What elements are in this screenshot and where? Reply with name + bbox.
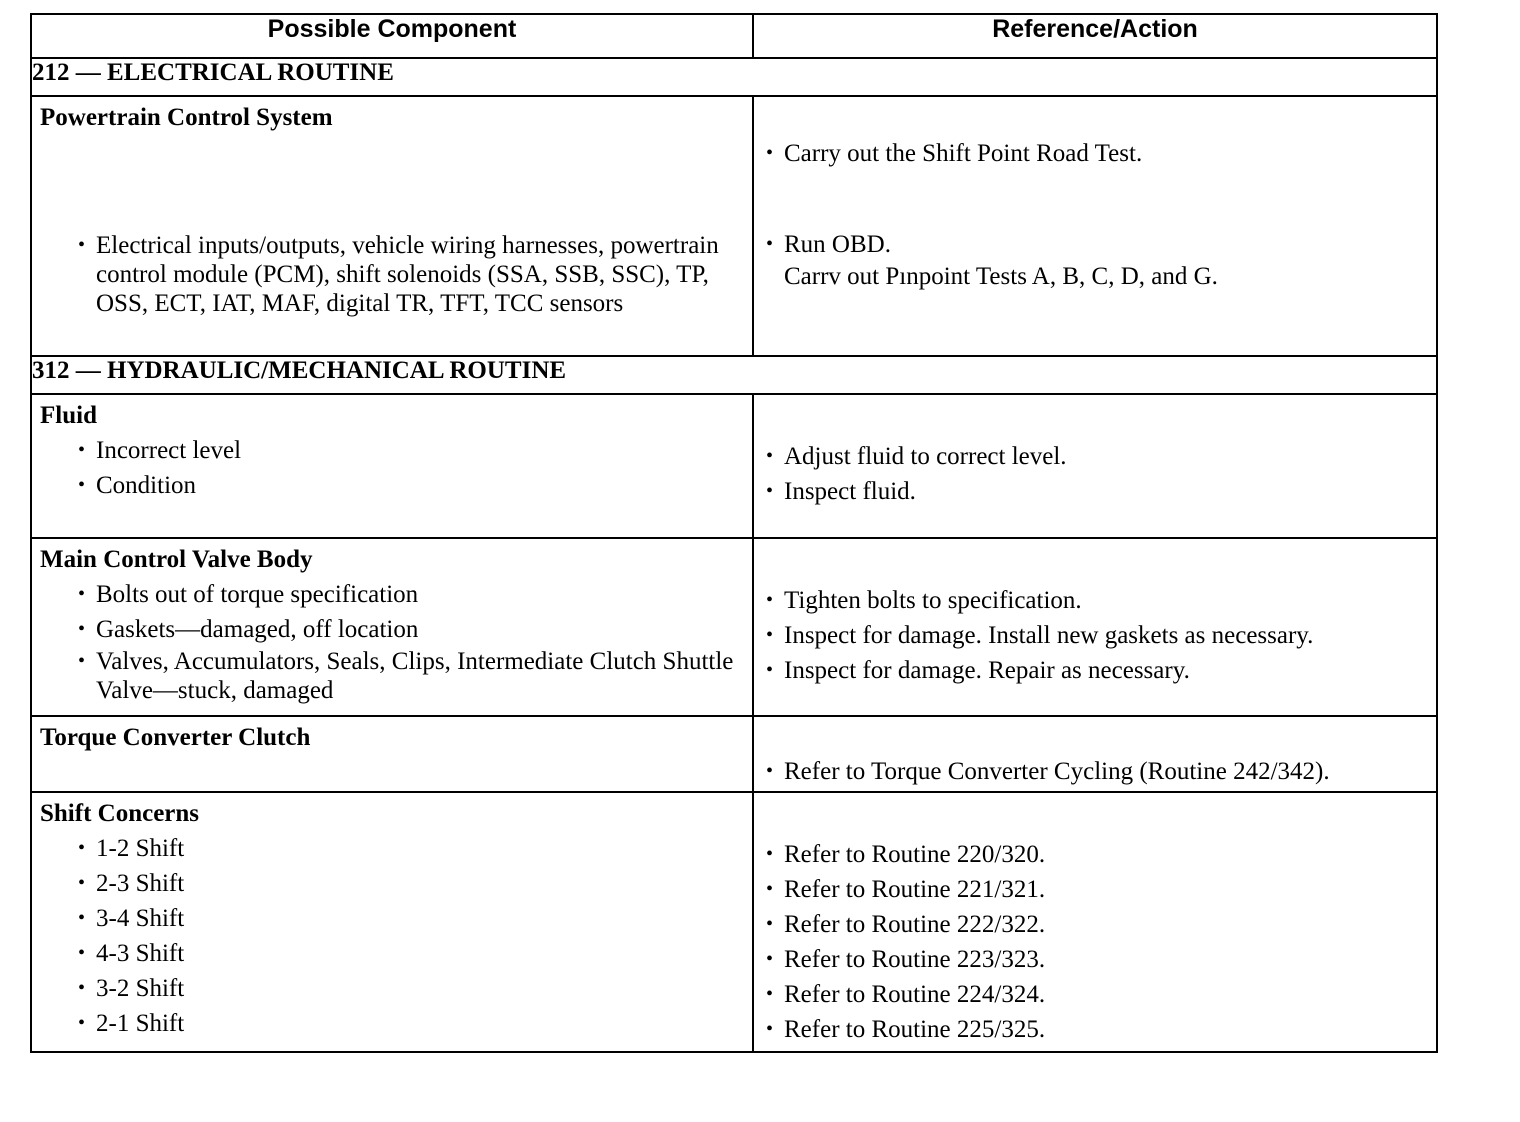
component-item: • 2-3 Shift: [78, 866, 744, 901]
action-item: • Inspect for damage. Install new gaskets as necessary.: [766, 618, 1428, 653]
component-item: • Bolts out of torque specification: [78, 577, 744, 612]
action-item: • Tighten bolts to specification.: [766, 583, 1428, 618]
group-heading-fluid: Fluid: [40, 402, 97, 429]
component-cell: [31, 96, 753, 356]
component-item: • Gaskets—damaged, off location: [78, 612, 744, 647]
component-item: • Electrical inputs/outputs, vehicle wiring harnesses, powertrain control module (PCM), shift solenoids (SSA, SSB, SSC), TP, OSS, ECT, IAT, MAF, digital TR, TFT, TCC sensors: [78, 231, 724, 318]
action-item: • Refer to Routine 222/322.: [766, 907, 1428, 942]
component-item: • 2-1 Shift: [78, 1006, 744, 1041]
action-cell: [753, 716, 1437, 792]
action-item: • Carry out the Shift Point Road Test.: [766, 139, 1428, 168]
action-cell: [753, 792, 1437, 1052]
action-item: • Refer to Routine 225/325.: [766, 1012, 1428, 1047]
component-item: • 1-2 Shift: [78, 831, 744, 866]
group-heading-torque-converter: Torque Converter Clutch: [40, 724, 311, 751]
header-possible-component: Possible Component: [31, 14, 753, 58]
table-row: [31, 96, 1437, 356]
table-row: [31, 394, 1437, 538]
action-item: • Refer to Routine 220/320.: [766, 837, 1428, 872]
diagnostic-routine-table: [30, 13, 1438, 1053]
component-item: • 3-2 Shift: [78, 971, 744, 1006]
group-heading-powertrain: Powertrain Control System: [40, 104, 333, 131]
action-item: • Refer to Routine 221/321.: [766, 872, 1428, 907]
section-title-hydraulic: 312 — HYDRAULIC/MECHANICAL ROUTINE: [31, 356, 1437, 394]
table-row: [31, 538, 1437, 716]
group-heading-shift-concerns: Shift Concerns: [40, 800, 200, 827]
header-reference-action: Reference/Action: [753, 14, 1437, 58]
table-row: [31, 792, 1437, 1052]
action-item: • Refer to Routine 224/324.: [766, 977, 1428, 1012]
action-item: • Refer to Torque Converter Cycling (Routine 242/342).: [766, 757, 1428, 786]
group-heading-valve-body: Main Control Valve Body: [40, 546, 313, 573]
component-item: • Valves, Accumulators, Seals, Clips, Intermediate Clutch Shuttle Valve—stuck, damaged: [78, 647, 740, 705]
table-row: [31, 716, 1437, 792]
component-cell: [31, 538, 753, 716]
component-item: • 3-4 Shift: [78, 901, 744, 936]
section-row: [31, 356, 1437, 394]
component-item: • Condition: [78, 468, 744, 503]
action-item: • Inspect for damage. Repair as necessary.: [766, 653, 1428, 688]
action-cell: [753, 96, 1437, 356]
action-item: • Inspect fluid.: [766, 474, 1428, 509]
action-item-continued: Carrv out Pınpoint Tests A, B, C, D, and G.: [784, 263, 1218, 290]
action-item: • Adjust fluid to correct level.: [766, 439, 1428, 474]
action-cell: [753, 394, 1437, 538]
header-row: [31, 14, 1437, 58]
action-item: • Run OBD.: [766, 230, 1428, 259]
component-cell: [31, 716, 753, 792]
component-item: • Incorrect level: [78, 433, 744, 468]
component-item: • 4-3 Shift: [78, 936, 744, 971]
section-title-electrical: 212 — ELECTRICAL ROUTINE: [31, 58, 1437, 96]
component-cell: [31, 394, 753, 538]
section-row: [31, 58, 1437, 96]
action-cell: [753, 538, 1437, 716]
action-item: • Refer to Routine 223/323.: [766, 942, 1428, 977]
component-cell: [31, 792, 753, 1052]
